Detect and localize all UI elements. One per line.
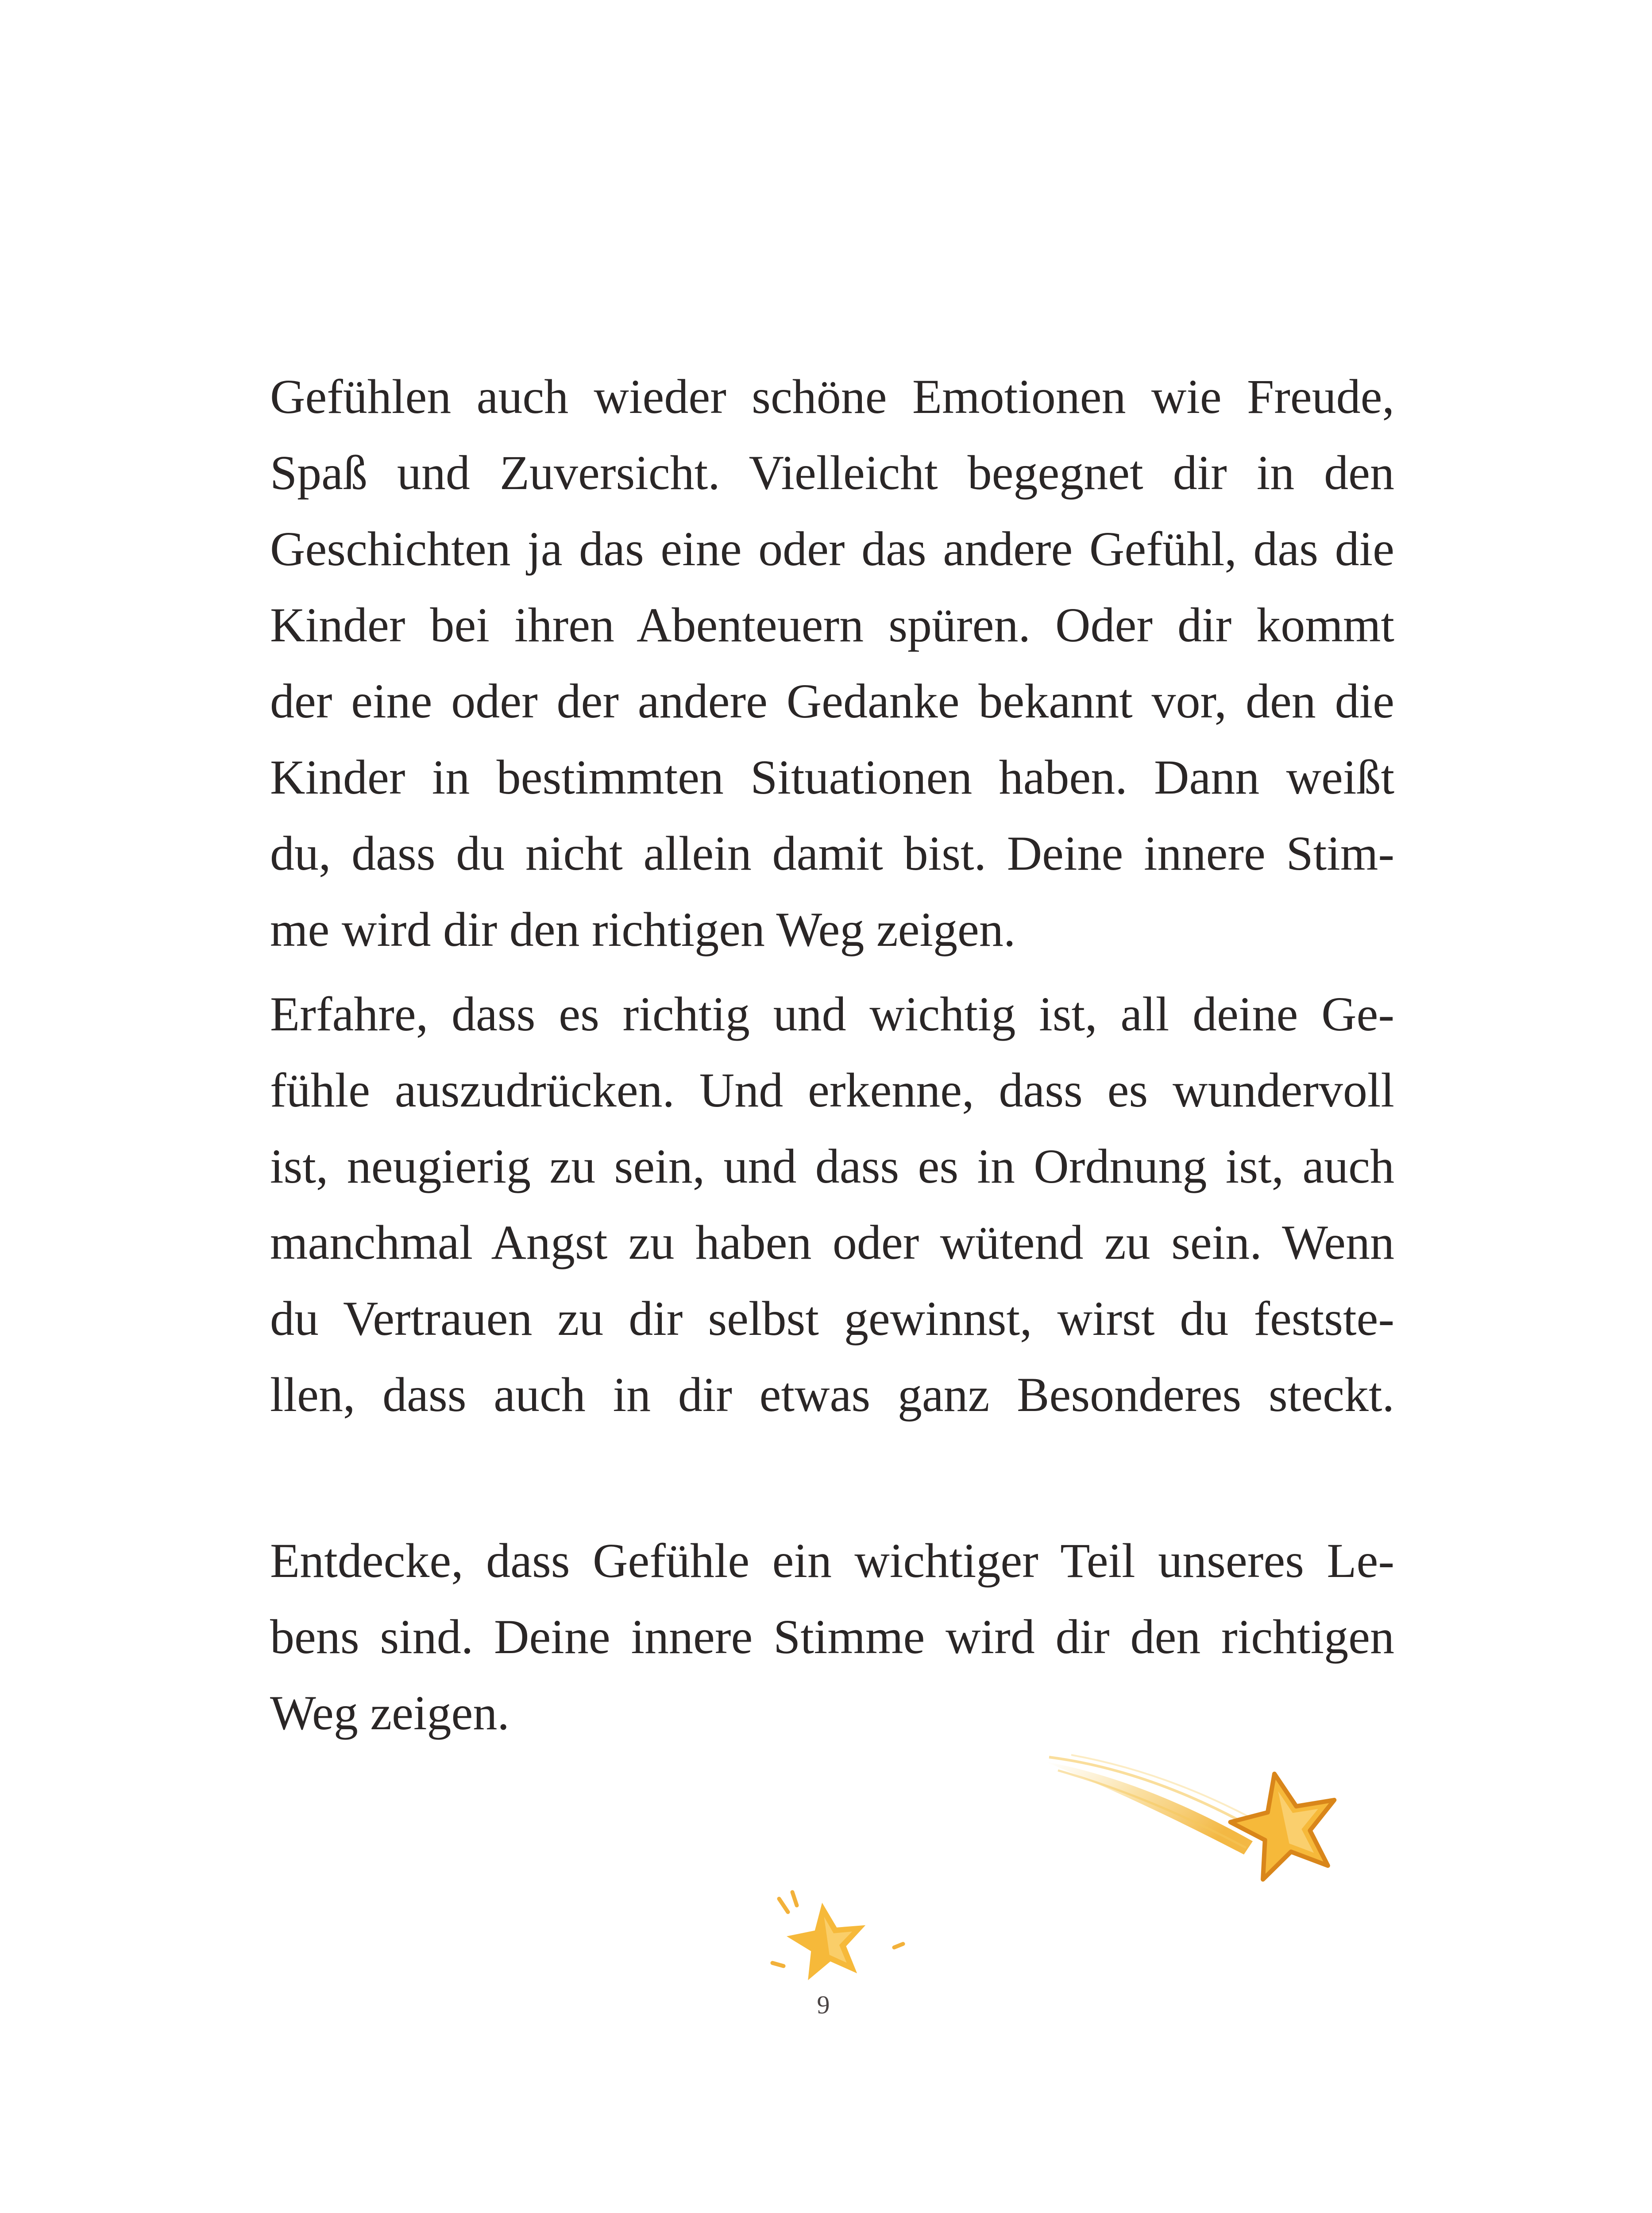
page-number: 9 — [817, 1990, 830, 2019]
text-line: Erfahre, dass es richtig und wichtig ist, all deine Ge- — [270, 987, 1394, 1041]
text-line: manchmal Angst zu haben oder wütend zu sein. Wenn — [270, 1215, 1394, 1269]
star-icon — [761, 1885, 912, 2001]
text-line: Kinder bei ihren Abenteuern spüren. Oder dir kommt — [270, 598, 1394, 652]
paragraph-1 — [270, 359, 1394, 968]
small-star-shape — [783, 1897, 872, 1982]
text-line: Spaß und Zuversicht. Vielleicht begegnet dir in den — [270, 446, 1394, 500]
text-line: du, dass du nicht allein damit bist. Deine innere Stim- — [270, 826, 1394, 880]
big-star — [1223, 1763, 1347, 1884]
shooting-star-icon — [1045, 1753, 1355, 1912]
text-line: Gefühlen auch wieder schöne Emotionen wie Freude, — [270, 370, 1394, 424]
text-line: Weg zeigen. — [270, 1686, 509, 1740]
star-trail — [1045, 1755, 1262, 1854]
text-line: fühle auszudrücken. Und erkenne, dass es wundervoll — [270, 1063, 1394, 1117]
paragraph-3 — [270, 1523, 1394, 1751]
text-line: llen, dass auch in dir etwas ganz Besonderes steckt. — [270, 1368, 1394, 1422]
text-line: du Vertrauen zu dir selbst gewinnst, wirst du festste- — [270, 1292, 1394, 1346]
text-line: me wird dir den richtigen Weg zeigen. — [270, 902, 1016, 956]
text-line: der eine oder der andere Gedanke bekannt vor, den die — [270, 674, 1394, 728]
text-line: Kinder in bestimmten Situationen haben. Dann weißt — [270, 750, 1394, 804]
text-line: ist, neugierig zu sein, und dass es in Ordnung ist, auch — [270, 1139, 1394, 1193]
text-line: Entdecke, dass Gefühle ein wichtiger Teil unseres Le- — [270, 1534, 1394, 1588]
text-line: bens sind. Deine innere Stimme wird dir den richtigen — [270, 1610, 1394, 1664]
text-line: Geschichten ja das eine oder das andere Gefühl, das die — [270, 522, 1394, 576]
paragraph-2 — [270, 976, 1394, 1433]
